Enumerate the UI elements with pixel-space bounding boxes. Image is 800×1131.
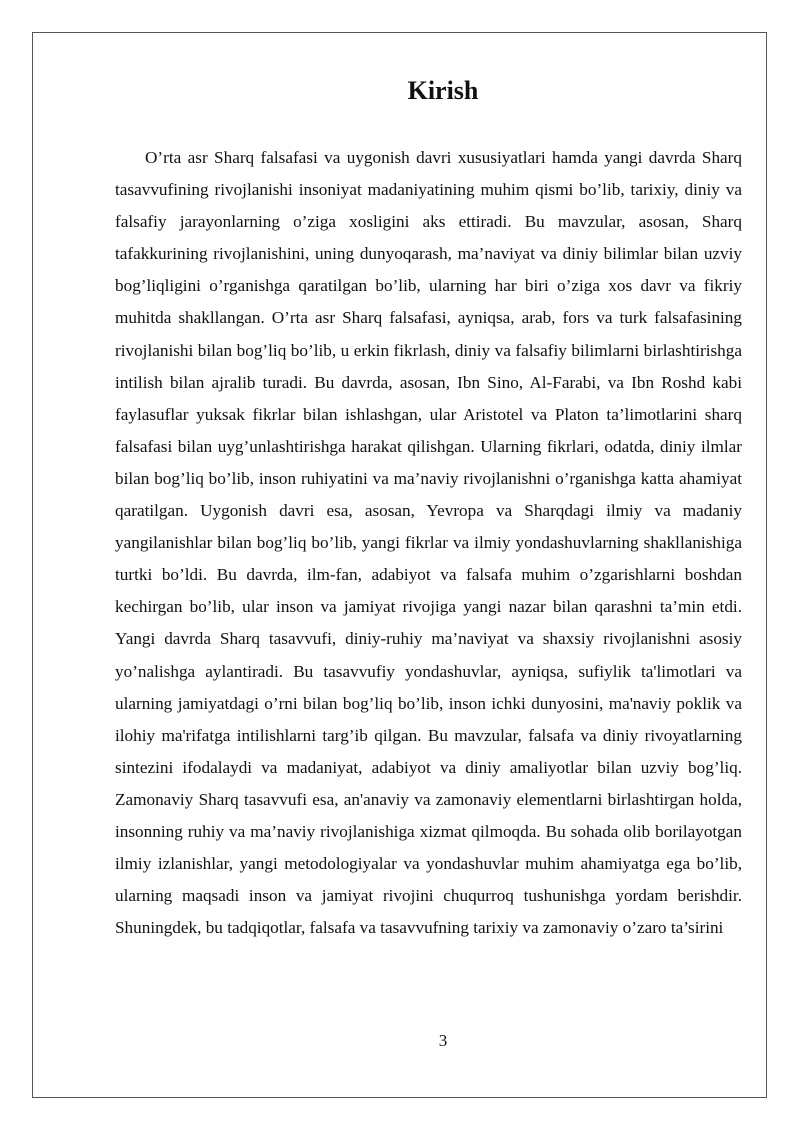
page-number: 3 <box>438 1031 448 1050</box>
page-title: Kirish <box>407 76 479 105</box>
body-paragraph: O’rta asr Sharq falsafasi va uygonish davri xususiyatlari hamda yangi davrda Sharq tasavvufining rivojlanishi insoniyat madaniyatining muhim qismi bo’lib, tarixiy, diniy va falsafiy jarayonlarning o’ziga xosligini aks ettiradi. Bu mavzular, asosan, Sharq tafakkurining rivojlanishini, uning dunyoqarash, ma’naviyat va diniy bilimlar bilan uzviy bog’liqligini o’rganishga qaratilgan bo’lib, ularning har biri o’ziga xos davr va fikriy muhitda shakllangan. O’rta asr Sharq falsafasi, ayniqsa, arab, fors va turk falsafasining rivojlanishi bilan bog’liq bo’lib, u erkin fikrlash, diniy va falsafiy bilimlarni birlashtirishga intilish bilan ajralib turadi. Bu davrda, asosan, Ibn Sino, Al-Farabi, va Ibn Roshd kabi faylasuflar yuksak fikrlar bilan ishlashgan, ular Aristotel va Platon ta’limotlarini sharq falsafasi bilan uyg’unlashtirishga harakat qilishgan. Ularning fikrlari, odatda, diniy ilmlar bilan bog’liq bo’lib, inson ruhiyatini va ma’naviy rivojlanishni o’rganishga katta ahamiyat qaratilgan. Uygonish davri esa, asosan, Yevropa va Sharqdagi ilmiy va madaniy yangilanishlar bilan bog’liq bo’lib, yangi fikrlar va ilmiy yondashuvlarning shakllanishiga turtki bo’ldi. Bu davrda, ilm-fan, adabiyot va falsafa muhim o’zgarishlarni boshdan kechirgan bo’lib, ular inson va jamiyat rivojiga yangi nazar bilan qarashni ta’min etdi. Yangi davrda Sharq tasavvufi, diniy-ruhiy ma’naviyat va shaxsiy rivojlanishni asosiy yo’nalishga aylantiradi. Bu tasavvufiy yondashuvlar, ayniqsa, sufiylik ta'limotlari va ularning jamiyatdagi o’rni bilan bog’liq bo’lib, inson ichki dunyosini, ma'naviy poklik va ilohiy ma'rifatga intilishlarni targ’ib qilgan. Bu mavzular, falsafa va diniy rivoyatlarning sintezini ifodalaydi va madaniyat, adabiyot va diniy amaliyotlar bilan uzviy bog’liq. Zamonaviy Sharq tasavvufi esa, an'anaviy va zamonaviy elementlarni birlashtirgan holda, insonning ruhiy va ma’naviy rivojlanishiga xizmat qilmoqda. Bu sohada olib borilayotgan ilmiy izlanishlar, yangi metodologiyalar va yondashuvlar muhim ahamiyatga ega bo’lib, ularning maqsadi inson va jamiyat rivojini chuqurroq tushunishga yordam berishdir. Shuningdek, bu tadqiqotlar, falsafa va tasavvufning tarixiy va zamonaviy o’zaro ta’sirini <box>115 148 742 938</box>
